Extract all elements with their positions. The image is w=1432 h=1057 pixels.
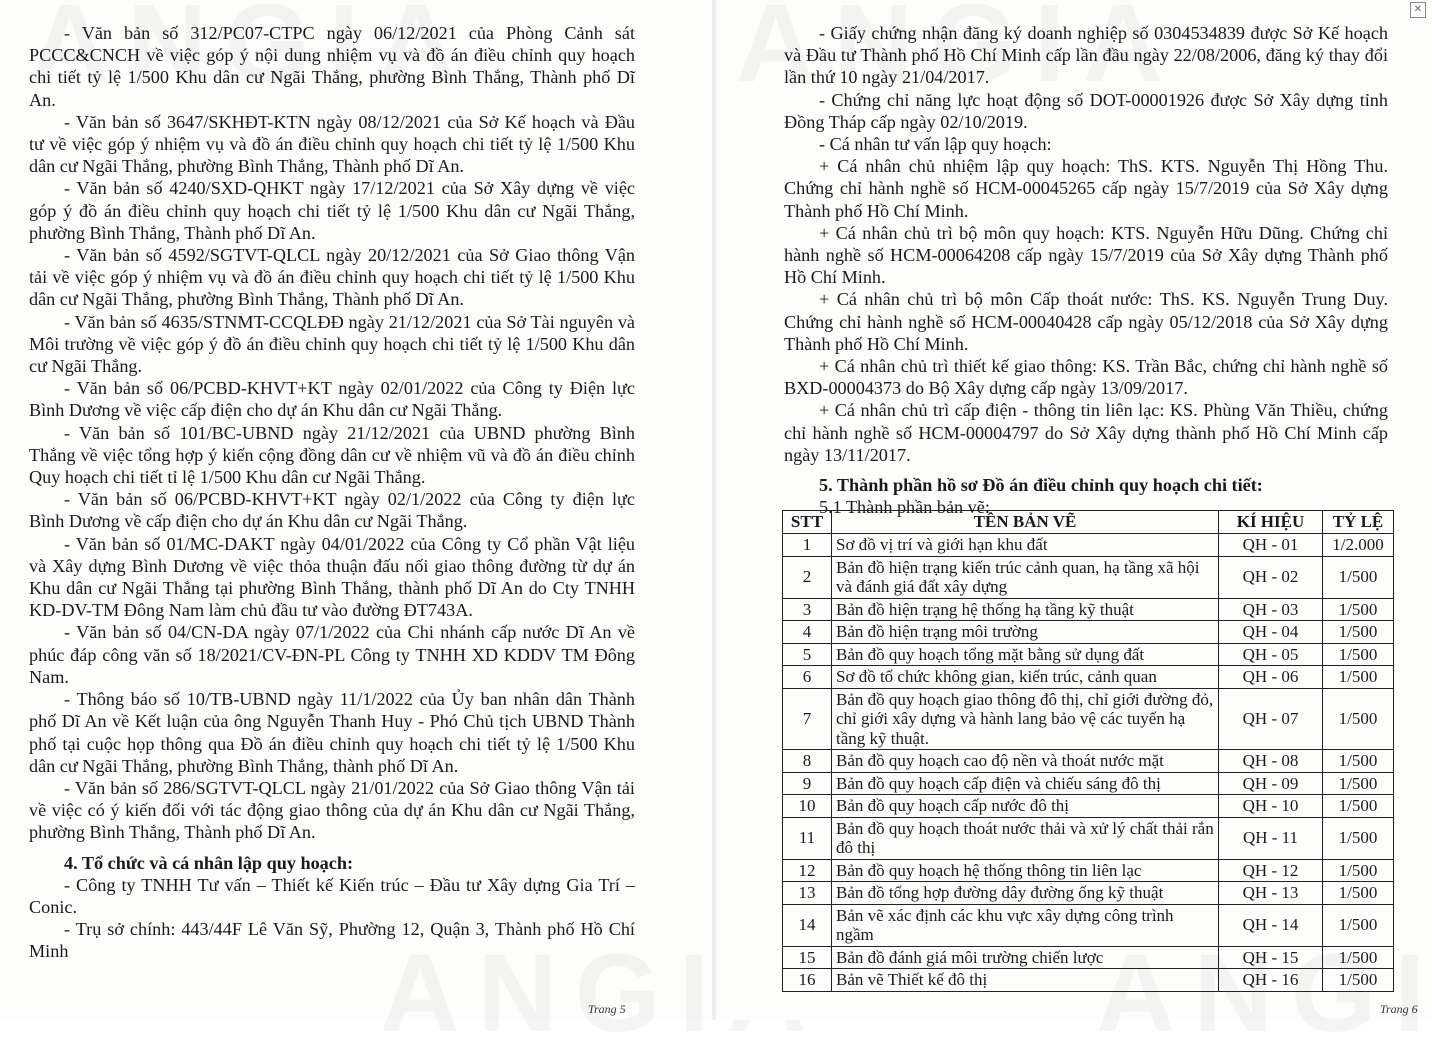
cell-drawing-name: Bản đồ tổng hợp đường dây đường ống kỹ thuật [832, 882, 1219, 905]
cell-drawing-name: Sơ đồ tổ chức không gian, kiến trúc, cảnh quan [832, 666, 1219, 689]
cell-code: QH - 14 [1219, 904, 1323, 946]
cell-code: QH - 08 [1219, 750, 1323, 773]
cell-scale: 1/500 [1323, 750, 1394, 773]
cell-scale: 1/500 [1323, 666, 1394, 689]
paragraph: - Văn bản số 312/PC07-CTPC ngày 06/12/2021 của Phòng Cảnh sát PCCC&CNCH về việc góp ý nội dung nhiệm vụ và đồ án điều chỉnh quy hoạch chi tiết tỷ lệ 1/500 Khu dân cư Ngãi Thắng, phường Bình Thắng, Thành phố Dĩ An. [29, 23, 635, 110]
cell-code: QH - 04 [1219, 621, 1323, 644]
cell-stt: 1 [783, 534, 832, 557]
cell-stt: 16 [783, 969, 832, 992]
cell-scale: 1/500 [1323, 556, 1394, 598]
table-row [783, 643, 1394, 666]
table-row [783, 795, 1394, 818]
table-header-row [783, 511, 1394, 534]
left-body-text [29, 22, 635, 963]
table-row [783, 882, 1394, 905]
cell-scale: 1/500 [1323, 946, 1394, 969]
section-4-heading: 4. Tổ chức và cá nhân lập quy hoạch: [64, 852, 354, 873]
cell-code: QH - 02 [1219, 556, 1323, 598]
paragraph: - Trụ sở chính: 443/44F Lê Văn Sỹ, Phường 12, Quận 3, Thành phố Hồ Chí Minh [29, 919, 635, 962]
cell-drawing-name: Bản đồ đánh giá môi trường chiến lược [832, 946, 1219, 969]
paragraph: + Cá nhân chủ nhiệm lập quy hoạch: ThS. KTS. Nguyễn Thị Hồng Thu. Chứng chỉ hành nghề số HCM-00045265 cấp ngày 15/7/2019 của Sở Xây dựng Thành phố Hồ Chí Minh. [784, 156, 1388, 221]
cell-code: QH - 13 [1219, 882, 1323, 905]
paragraph: + Cá nhân chủ trì cấp điện - thông tin liên lạc: KS. Phùng Văn Thiều, chứng chỉ hành nghề số HCM-00004797 do Sở Xây dựng thành phố Hồ Chí Minh cấp ngày 13/11/2017. [784, 400, 1388, 465]
cell-drawing-name: Bản đồ hiện trạng hệ thống hạ tầng kỹ thuật [832, 598, 1219, 621]
paragraph: - Văn bản số 04/CN-DA ngày 07/1/2022 của Chi nhánh cấp nước Dĩ An về phúc đáp công văn số 18/2021/CV-ĐN-PL Công ty TNHH XD KDDV TM Đông Nam. [29, 622, 635, 687]
cell-scale: 1/500 [1323, 795, 1394, 818]
cell-drawing-name: Bản đồ hiện trạng môi trường [832, 621, 1219, 644]
paragraph: + Cá nhân chủ trì bộ môn Cấp thoát nước: ThS. KS. Nguyễn Trung Duy. Chứng chỉ hành nghề số HCM-00040428 cấp ngày 05/12/2018 của Sở Xây dựng Thành phố Hồ Chí Minh. [784, 289, 1388, 354]
cell-scale: 1/500 [1323, 643, 1394, 666]
cell-scale: 1/500 [1323, 772, 1394, 795]
table-row [783, 772, 1394, 795]
cell-code: QH - 03 [1219, 598, 1323, 621]
cell-drawing-name: Bản đồ quy hoạch thoát nước thải và xử lý chất thải rắn đô thị [832, 817, 1219, 859]
table-body [783, 534, 1394, 992]
cell-code: QH - 16 [1219, 969, 1323, 992]
cell-stt: 10 [783, 795, 832, 818]
paragraph: - Văn bản số 4635/STNMT-CCQLĐĐ ngày 21/12/2021 của Sở Tài nguyên và Môi trường về việc góp ý đồ án điều chỉnh quy hoạch chi tiết tỷ lệ 1/500 Khu dân cư Ngãi Thắng. [29, 311, 635, 377]
paragraph: - Văn bản số 4592/SGTVT-QLCL ngày 20/12/2021 của Sở Giao thông Vận tải về việc góp ý nhiệm vụ và đồ án điều chỉnh quy hoạch chi tiết tỷ lệ 1/500 Khu dân cư Ngãi Thắng, phường Bình Thắng, Thành phố Dĩ An. [29, 245, 635, 310]
paragraph: - Công ty TNHH Tư vấn – Thiết kế Kiến trúc – Đầu tư Xây dựng Gia Trí – Conic. [29, 874, 635, 917]
table-row [783, 598, 1394, 621]
right-body-text [784, 22, 1388, 518]
cell-code: QH - 07 [1219, 688, 1323, 750]
table-row [783, 969, 1394, 992]
cell-drawing-name: Bản vẽ Thiết kế đô thị [832, 969, 1219, 992]
cell-drawing-name: Bản đồ quy hoạch tổng mặt bằng sử dụng đất [832, 643, 1219, 666]
cell-scale: 1/500 [1323, 882, 1394, 905]
paragraph: - Văn bản số 4240/SXD-QHKT ngày 17/12/2021 của Sở Xây dựng về việc góp ý đồ án điều chỉnh quy hoạch chi tiết tỷ lệ 1/500 Khu dân cư Ngãi Thắng, phường Bình Thắng, Thành phố Dĩ An. [29, 178, 635, 243]
drawings-table [782, 510, 1394, 992]
table-row [783, 859, 1394, 882]
col-header-name: TÊN BẢN VẼ [832, 511, 1219, 534]
cell-stt: 5 [783, 643, 832, 666]
cell-stt: 7 [783, 688, 832, 750]
table-row [783, 817, 1394, 859]
cell-stt: 12 [783, 859, 832, 882]
section-5-heading: 5. Thành phần hồ sơ Đồ án điều chỉnh quy hoạch chi tiết: [819, 475, 1263, 496]
cell-scale: 1/500 [1323, 598, 1394, 621]
cell-stt: 8 [783, 750, 832, 773]
paragraph: - Văn bản số 286/SGTVT-QLCL ngày 21/01/2022 của Sở Giao thông Vận tải về việc có ý kiến đối với tác động giao thông của dự án Khu dân cư Ngãi Thắng, phường Bình Thắng, Thành phố Dĩ An. [29, 777, 635, 843]
cell-code: QH - 05 [1219, 643, 1323, 666]
page-number: Trang 6 [1380, 1002, 1418, 1016]
cell-code: QH - 09 [1219, 772, 1323, 795]
paragraph: - Văn bản số 01/MC-DAKT ngày 04/01/2022 của Công ty Cổ phần Vật liệu và Xây dựng Bình Dương về việc thỏa thuận đấu nối giao thông đường từ dự án Khu dân cư Ngãi Thắng tại phường Bình Thắng, thành phố Dĩ An do Cty TNHH KD-DV-TM Đông Nam làm chủ đầu tư vào đường ĐT743A. [29, 533, 635, 621]
cell-drawing-name: Bản đồ quy hoạch cấp điện và chiếu sáng đô thị [832, 772, 1219, 795]
table-row [783, 666, 1394, 689]
right-paragraph-list [784, 22, 1388, 466]
cell-drawing-name: Bản đồ quy hoạch hệ thống thông tin liên lạc [832, 859, 1219, 882]
table-row [783, 688, 1394, 750]
cell-code: QH - 15 [1219, 946, 1323, 969]
cell-stt: 14 [783, 904, 832, 946]
close-icon[interactable]: ✕ [1410, 2, 1426, 18]
cell-scale: 1/500 [1323, 621, 1394, 644]
cell-code: QH - 06 [1219, 666, 1323, 689]
cell-code: QH - 01 [1219, 534, 1323, 557]
cell-stt: 3 [783, 598, 832, 621]
cell-stt: 4 [783, 621, 832, 644]
cell-scale: 1/2.000 [1323, 534, 1394, 557]
cell-drawing-name: Sơ đồ vị trí và giới hạn khu đất [832, 534, 1219, 557]
cell-scale: 1/500 [1323, 904, 1394, 946]
table-row [783, 904, 1394, 946]
cell-code: QH - 10 [1219, 795, 1323, 818]
paragraph: - Văn bản số 06/PCBD-KHVT+KT ngày 02/1/2022 của Công ty điện lực Bình Dương về cấp điện cho dự án Khu dân cư Ngãi Thắng. [29, 489, 635, 532]
cell-stt: 2 [783, 556, 832, 598]
cell-stt: 15 [783, 946, 832, 969]
paragraph: - Cá nhân tư vấn lập quy hoạch: [819, 134, 1052, 155]
col-header-stt: STT [783, 511, 832, 534]
cell-drawing-name: Bản đồ quy hoạch giao thông đô thị, chỉ giới đường đỏ, chỉ giới xây dựng và hành lang bảo vệ các tuyến hạ tầng kỹ thuật. [832, 688, 1219, 750]
left-paragraph-list-2 [29, 874, 635, 963]
cell-drawing-name: Bản vẽ xác định các khu vực xây dựng công trình ngầm [832, 904, 1219, 946]
cell-stt: 13 [783, 882, 832, 905]
paragraph: - Văn bản số 06/PCBD-KHVT+KT ngày 02/01/2022 của Công ty Điện lực Bình Dương về việc cấp điện cho dự án Khu dân cư Ngãi Thắng. [29, 378, 635, 421]
left-page [0, 0, 712, 1020]
paragraph: - Văn bản số 3647/SKHĐT-KTN ngày 08/12/2021 của Sở Kế hoạch và Đầu tư về việc góp ý nhiệm vụ và đồ án điều chỉnh quy hoạch chi tiết tỷ lệ 1/500 Khu dân cư Ngãi Thắng, phường Bình Thắng, Thành phố Dĩ An. [29, 111, 635, 177]
section-5-1-label: 5.1 Thành phần bản vẽ: [819, 497, 990, 518]
paragraph: - Giấy chứng nhận đăng ký doanh nghiệp số 0304534839 được Sở Kế hoạch và Đầu tư Thành phố Hồ Chí Minh cấp lần đầu ngày 22/08/2006, đăng ký thay đổi lần thứ 10 ngày 21/04/2017. [784, 23, 1388, 88]
cell-code: QH - 11 [1219, 817, 1323, 859]
cell-stt: 9 [783, 772, 832, 795]
paragraph: - Thông báo số 10/TB-UBND ngày 11/1/2022 của Ủy ban nhân dân Thành phố Dĩ An về Kết luận của ông Nguyễn Thanh Huy - Phó Chủ tịch UBND Thành phố tại cuộc họp thông qua Đồ án điều chỉnh quy hoạch chi tiết tỷ lệ 1/500 Khu dân cư Ngãi Thắng, phường Bình Thắng, thành phố Dĩ An. [29, 689, 635, 776]
cell-stt: 11 [783, 817, 832, 859]
left-paragraph-list [29, 22, 635, 844]
table-row [783, 946, 1394, 969]
paragraph: + Cá nhân chủ trì bộ môn quy hoạch: KTS. Nguyễn Hữu Dũng. Chứng chỉ hành nghề số HCM-00064208 cấp ngày 15/7/2019 của Sở Xây dựng Thành phố Hồ Chí Minh. [784, 222, 1388, 288]
table-row [783, 556, 1394, 598]
paragraph: - Chứng chỉ năng lực hoạt động số DOT-00001926 được Sở Xây dựng tỉnh Đồng Tháp cấp ngày 02/10/2019. [784, 89, 1388, 132]
cell-code: QH - 12 [1219, 859, 1323, 882]
page-number: Trang 5 [588, 1002, 626, 1016]
col-header-scale: TỶ LỆ [1323, 511, 1394, 534]
paragraph: - Văn bản số 101/BC-UBND ngày 21/12/2021 của UBND phường Bình Thắng về việc tổng hợp ý kiến cộng đồng dân cư về nhiệm vũ và đồ án điều chỉnh Quy hoạch chi tiết tỉ lệ 1/500 Khu dân cư Ngãi Thắng. [29, 422, 635, 488]
paragraph: + Cá nhân chủ trì thiết kế giao thông: KS. Trần Bắc, chứng chỉ hành nghề số BXD-00004373 do Bộ Xây dựng cấp ngày 13/09/2017. [784, 356, 1388, 399]
cell-scale: 1/500 [1323, 688, 1394, 750]
cell-drawing-name: Bản đồ hiện trạng kiến trúc cảnh quan, hạ tầng xã hội và đánh giá đất xây dựng [832, 556, 1219, 598]
col-header-code: KÍ HIỆU [1219, 511, 1323, 534]
cell-scale: 1/500 [1323, 859, 1394, 882]
table-row [783, 534, 1394, 557]
cell-drawing-name: Bản đồ quy hoạch cấp nước đô thị [832, 795, 1219, 818]
table-row [783, 750, 1394, 773]
cell-drawing-name: Bản đồ quy hoạch cao độ nền và thoát nước mặt [832, 750, 1219, 773]
table-row [783, 621, 1394, 644]
cell-scale: 1/500 [1323, 817, 1394, 859]
cell-stt: 6 [783, 666, 832, 689]
cell-scale: 1/500 [1323, 969, 1394, 992]
